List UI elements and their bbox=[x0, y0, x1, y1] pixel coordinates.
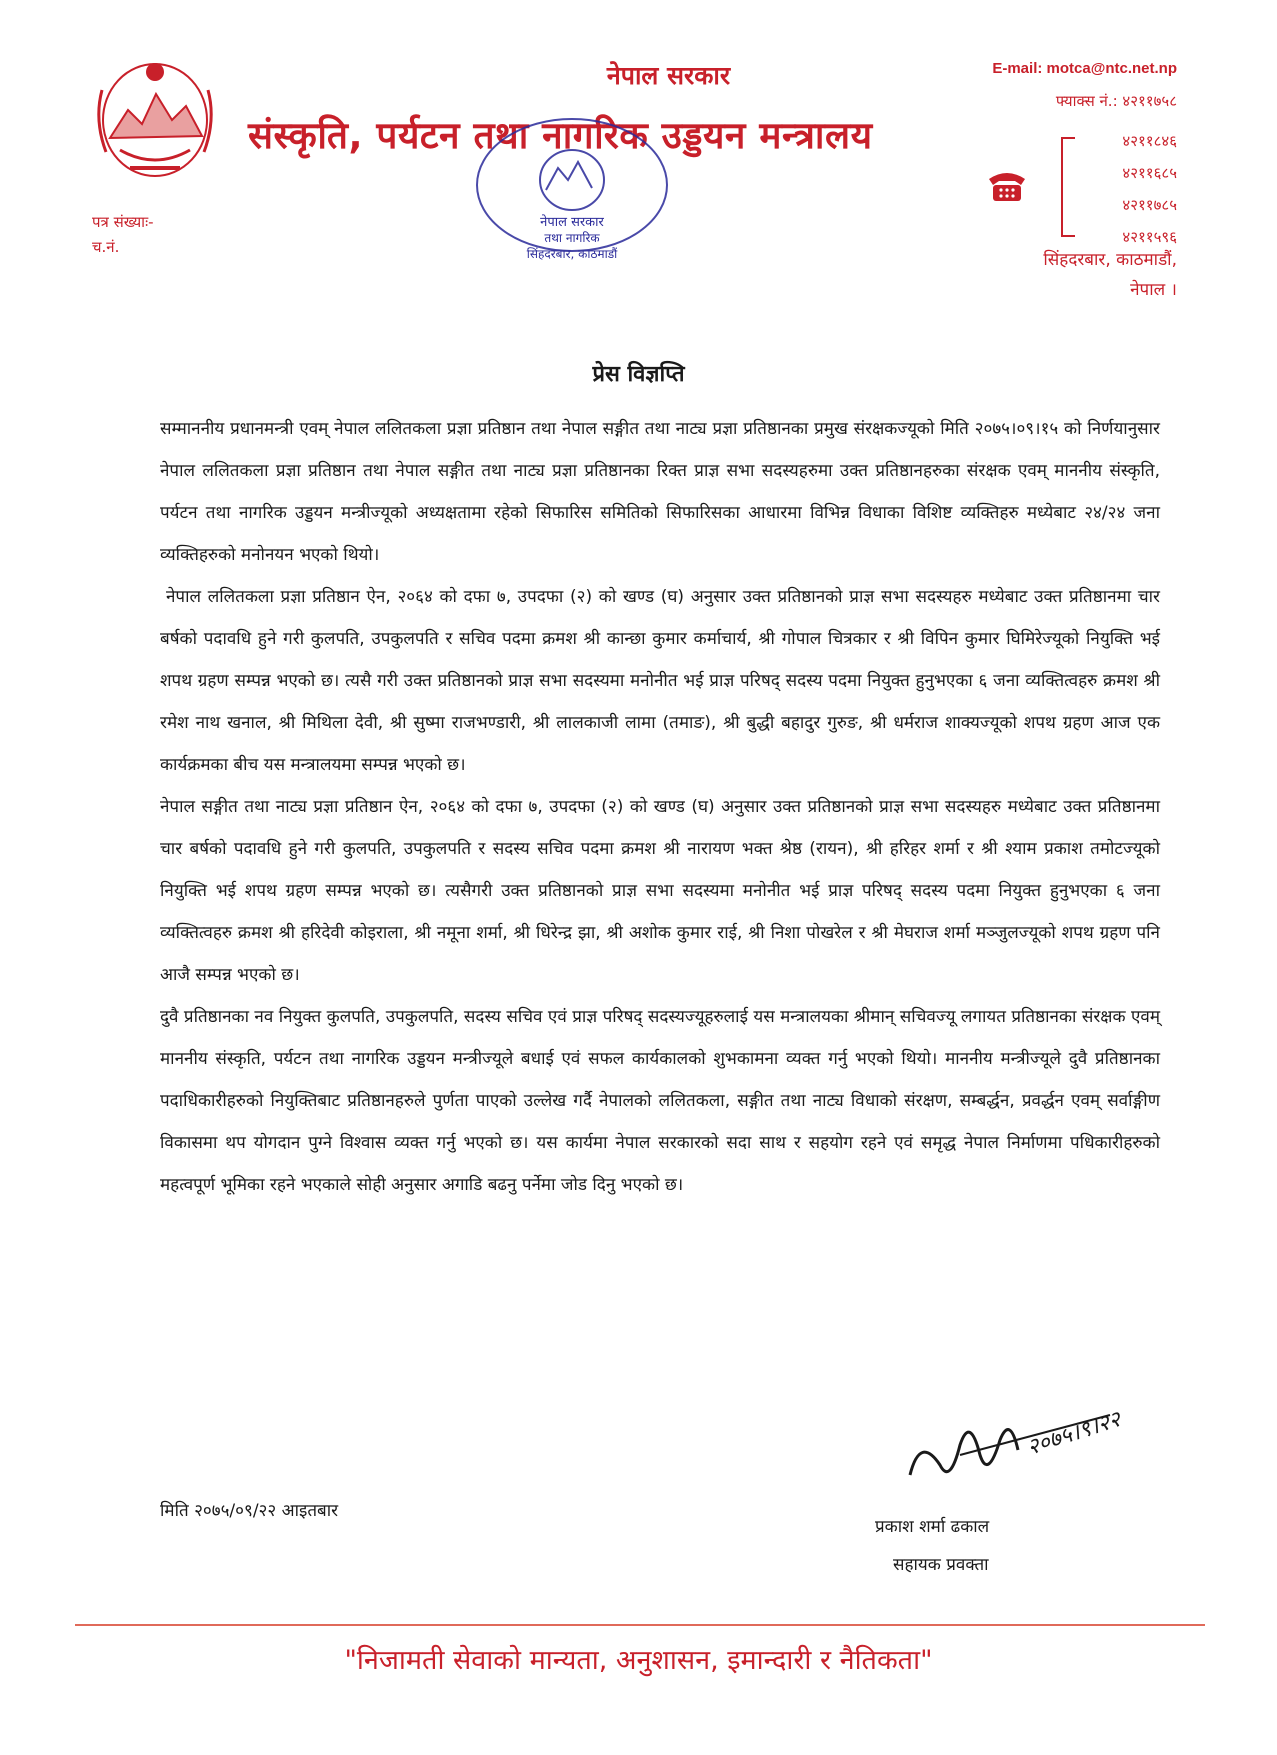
stamp-location: सिंहदरबार, काठमाडौं bbox=[526, 247, 618, 260]
signature-date: २०७५।९।२२ bbox=[1024, 1407, 1124, 1461]
paragraph: नेपाल ललितकला प्रज्ञा प्रतिष्ठान ऐन, २०६४ को दफा ७, उपदफा (२) को खण्ड (घ) अनुसार उक्त प्रतिष्ठानको प्राज्ञ सभा सदस्यहरु मध्येबाट उक्त प्रतिष्ठानमा चार बर्षको पदावधि हुने गरी कुलपति, उपकुलपति र सचिव पदमा क्रमश श्री कान्छा कुमार कर्माचार्य, श्री गोपाल चित्रकार र श्री विपिन कुमार घिमिरेज्यूको नियुक्ति भई शपथ ग्रहण सम्पन्न भएको छ। त्यसै गरी उक्त प्रतिष्ठानको प्राज्ञ सभा सदस्यमा मनोनीत भई प्राज्ञ परिषद् सदस्य पदमा नियुक्त हुनुभएका ६ जना व्यक्तित्वहरु क्रमश श्री रमेश नाथ खनाल, श्री मिथिला देवी, श्री सुष्मा राजभण्डारी, श्री लालकाजी लामा (तमाङ), श्री बुद्धी बहादुर गुरुङ, श्री धर्मराज शाक्यज्यूको शपथ ग्रहण आज एक कार्यक्रमका बीच यस मन्त्रालयमा सम्पन्न भएको छ। bbox=[160, 587, 1160, 775]
fax-number: फ्याक्स नं.: ४२११७५८ bbox=[1055, 92, 1177, 110]
paragraph: नेपाल सङ्गीत तथा नाट्य प्रज्ञा प्रतिष्ठान ऐन, २०६४ को दफा ७, उपदफा (२) को खण्ड (घ) अनुसार उक्त प्रतिष्ठानको प्राज्ञ सभा सदस्यहरु मध्येबाट उक्त प्रतिष्ठानमा चार बर्षको पदावधि हुने गरी कुलपति, उपकुलपति र सदस्य सचिव पदमा क्रमश श्री नारायण भक्त श्रेष्ठ (रायन), श्री हरिहर शर्मा र श्री श्याम प्रकाश तमोटज्यूको नियुक्ति भई शपथ ग्रहण सम्पन्न भएको छ। त्यसैगरी उक्त प्रतिष्ठानको प्राज्ञ सभा सदस्यमा मनोनीत भई प्राज्ञ परिषद् सदस्य पदमा नियुक्त हुनुभएका ६ जना व्यक्तित्वहरु क्रमश श्री हरिदेवी कोइराला, श्री नमूना शर्मा, श्री धिरेन्द्र झा, श्री अशोक कुमार राई, श्री निशा पोखरेल र श्री मेघराज शर्मा मञ्जुलज्यूको शपथ ग्रहण पनि आजै सम्पन्न भएको छ। bbox=[160, 797, 1160, 985]
phone-group bbox=[957, 125, 1177, 245]
signer-title: सहायक प्रवक्ता bbox=[893, 1555, 989, 1575]
signer-name: प्रकाश शर्मा ढकाल bbox=[875, 1517, 990, 1537]
telephone-icon bbox=[985, 165, 1029, 205]
government-name: नेपाल सरकार bbox=[606, 61, 731, 90]
stamp-line2: तथा नागरिक bbox=[544, 231, 600, 245]
issue-date: मिति २०७५/०९/२२ आइतबार bbox=[160, 1501, 339, 1521]
paragraph: सम्माननीय प्रधानमन्त्री एवम् नेपाल ललितकला प्रज्ञा प्रतिष्ठान तथा नेपाल सङ्गीत तथा नाट्य प्रज्ञा प्रतिष्ठानका प्रमुख संरक्षकज्यूको मिति २०७५।०९।१५ को निर्णयानुसार नेपाल ललितकला प्रज्ञा प्रतिष्ठान तथा नेपाल सङ्गीत तथा नाट्य प्रज्ञा प्रतिष्ठानका रिक्त प्राज्ञ सभा सदस्यहरुमा उक्त प्रतिष्ठानहरुका संरक्षक एवम् माननीय संस्कृति, पर्यटन तथा नागरिक उड्डयन मन्त्रीज्यूको अध्यक्षतामा रहेको सिफारिस समितिको सिफारिसका आधारमा विभिन्न विधाका विशिष्ट व्यक्तिहरु मध्येबाट २४/२४ जना व्यक्तिहरुको मनोनयन भएको थियो। bbox=[160, 419, 1160, 565]
ministry-stamp bbox=[462, 110, 682, 260]
email-address[interactable]: E-mail: motca@ntc.net.np bbox=[992, 60, 1177, 77]
address-line2: नेपाल । bbox=[1130, 280, 1177, 300]
press-release-body bbox=[160, 408, 1160, 1206]
phone-number: ४२११७८५ bbox=[1122, 196, 1177, 214]
address-line1: सिंहदरबार, काठमाडौं, bbox=[1043, 250, 1177, 270]
phone-number: ४२११६८५ bbox=[1122, 164, 1177, 182]
dispatch-label: च.नं. bbox=[92, 238, 120, 256]
stamp-line1: नेपाल सरकार bbox=[540, 215, 604, 230]
phone-number: ४२११८४६ bbox=[1122, 132, 1177, 150]
reference-block bbox=[92, 210, 154, 260]
phone-list bbox=[1122, 125, 1177, 253]
footer-motto: "निजामती सेवाको मान्यता, अनुशासन, इमान्दारी र नैतिकता" bbox=[344, 1645, 933, 1676]
phone-number: ४२११५९६ bbox=[1122, 228, 1177, 246]
phone-bracket bbox=[1061, 137, 1075, 237]
signer-block bbox=[875, 1508, 989, 1584]
handwritten-signature bbox=[900, 1395, 1130, 1510]
document-title: प्रेस विज्ञप्ति bbox=[592, 362, 685, 387]
footer-divider bbox=[75, 1624, 1205, 1626]
ministry-name: संस्कृति, पर्यटन तथा नागरिक उड्डयन मन्त्रालय bbox=[248, 114, 873, 157]
paragraph: दुवै प्रतिष्ठानका नव नियुक्त कुलपति, उपकुलपति, सदस्य सचिव एवं प्राज्ञ परिषद् सदस्यज्यूहरुलाई यस मन्त्रालयका श्रीमान् सचिवज्यू लगायत प्रतिष्ठानका संरक्षक एवम् माननीय संस्कृति, पर्यटन तथा नागरिक उड्डयन मन्त्रीज्यूले बधाई एवं सफल कार्यकालको शुभकामना व्यक्त गर्नु भएको थियो। माननीय मन्त्रीज्यूले दुवै प्रतिष्ठानका पदाधिकारीहरुको नियुक्तिबाट प्रतिष्ठानहरुले पुर्णता पाएको उल्लेख गर्दै नेपालको ललितकला, सङ्गीत तथा नाट्य विधाको संरक्षण, सम्बर्द्धन, प्रवर्द्धन एवम् सर्वाङ्गीण विकासमा थप योगदान पुग्ने विश्वास व्यक्त गर्नु भएको छ। यस कार्यमा नेपाल सरकारको सदा साथ र सहयोग रहने एवं समृद्ध नेपाल निर्माणमा पधिकारीहरुको महत्वपूर्ण भूमिका रहने भएकाले सोही अनुसार अगाडि बढनु पर्नेमा जोड दिनु भएको छ। bbox=[160, 1007, 1160, 1195]
contact-block bbox=[957, 60, 1177, 305]
ref-number-label: पत्र संख्याः- bbox=[92, 213, 154, 231]
